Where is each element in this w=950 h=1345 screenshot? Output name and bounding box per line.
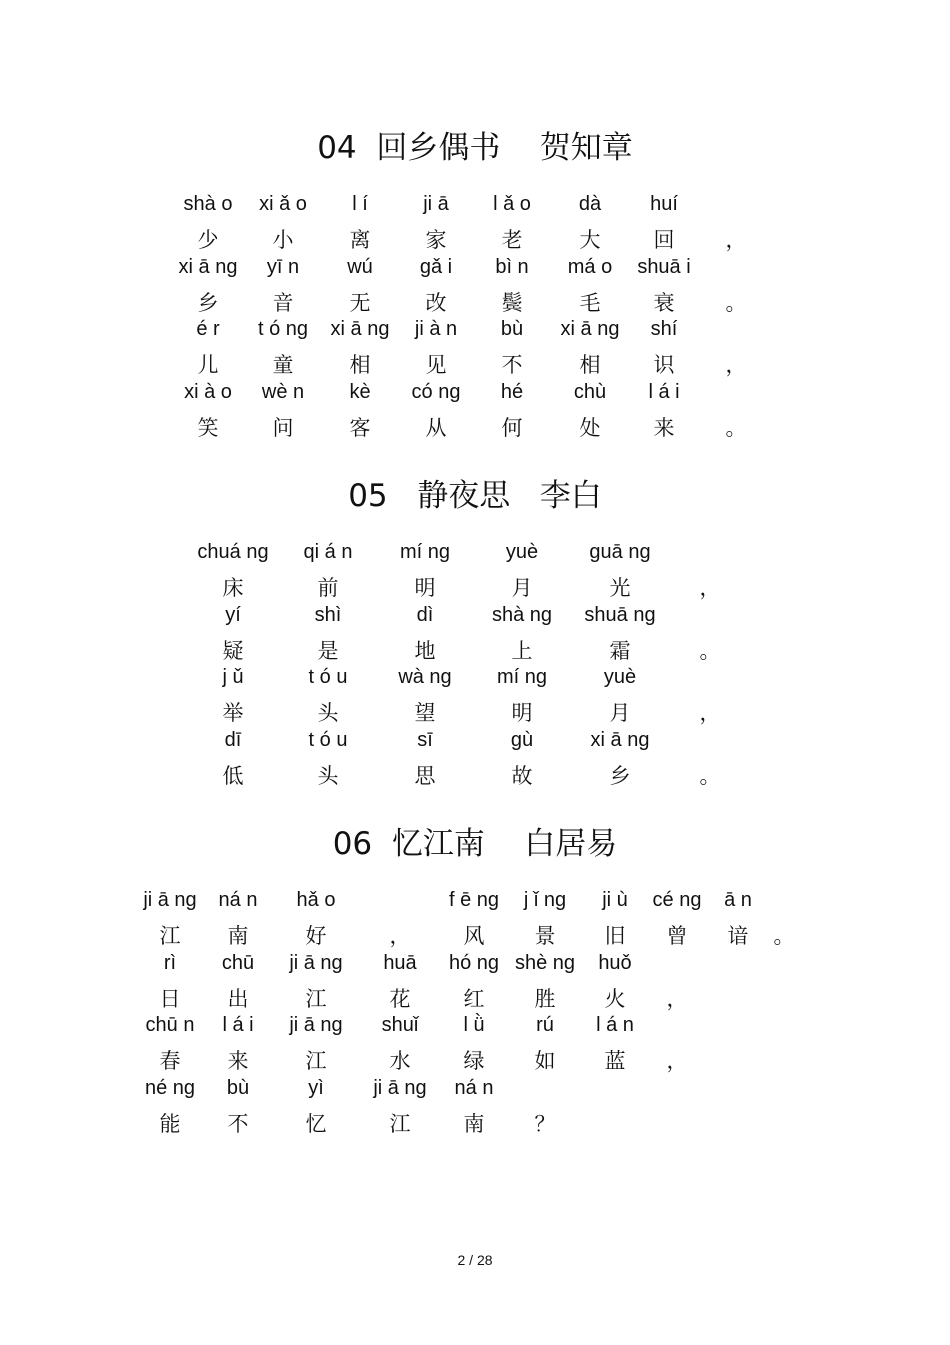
hanzi-char: 江: [305, 986, 327, 1011]
hanzi-line: [0, 349, 950, 379]
hanzi-char: 无: [349, 290, 371, 315]
pinyin-syllable: chuá ng: [197, 541, 269, 563]
pinyin-syllable: é r: [196, 318, 220, 340]
hanzi-char: 儿: [197, 353, 219, 377]
hanzi-char: ，: [725, 228, 747, 252]
hanzi-char: 童: [272, 353, 294, 377]
pinyin-syllable: huā: [383, 951, 417, 974]
hanzi-char: 床: [222, 576, 244, 600]
pinyin-syllable: kè: [349, 380, 371, 403]
hanzi-char: ，: [389, 924, 411, 948]
pinyin-syllable: l á n: [596, 1014, 634, 1036]
pinyin-syllable: ji ā ng: [289, 1014, 343, 1036]
hanzi-char: 春: [159, 1049, 181, 1073]
hanzi-char: 明: [511, 701, 533, 725]
hanzi-char: 。: [699, 638, 721, 663]
hanzi-char: 大: [579, 228, 601, 252]
pinyin-syllable: hé: [500, 380, 524, 403]
hanzi-char: 从: [425, 415, 447, 440]
hanzi-char: ，: [699, 576, 721, 600]
hanzi-line: [0, 1108, 950, 1138]
hanzi-char: 地: [414, 638, 436, 663]
pinyin-syllable: gǎ i: [419, 255, 453, 278]
hanzi-char: ，: [666, 1049, 688, 1073]
hanzi-char: 出: [227, 986, 249, 1011]
hanzi-char: 如: [534, 1049, 556, 1073]
pinyin-syllable: hó ng: [448, 951, 500, 974]
hanzi-char: 疑: [222, 638, 244, 663]
pinyin-syllable: shì: [314, 603, 342, 626]
pinyin-syllable: yuè: [603, 666, 637, 688]
pinyin-syllable: ná n: [454, 1076, 494, 1099]
hanzi-char: 相: [579, 353, 601, 377]
pinyin-syllable: shuǐ: [381, 1014, 419, 1036]
hanzi-line: [0, 983, 950, 1013]
hanzi-char: 能: [159, 1111, 181, 1136]
pinyin-syllable: yí: [225, 603, 241, 626]
hanzi-char: 景: [534, 924, 556, 948]
pinyin-line: [0, 541, 950, 571]
hanzi-char: 问: [272, 415, 294, 440]
pinyin-line: [0, 256, 950, 286]
pinyin-syllable: huí: [650, 193, 678, 215]
pinyin-syllable: wú: [347, 255, 373, 278]
hanzi-char: 月: [609, 701, 631, 725]
pinyin-syllable: j ǐ ng: [523, 889, 567, 911]
hanzi-char: 低: [222, 763, 244, 788]
pinyin-syllable: hǎ o: [296, 889, 336, 911]
hanzi-char: 曾: [666, 924, 688, 948]
pinyin-syllable: chū n: [145, 1014, 195, 1036]
poem-title-p04: 04 回乡偶书 贺知章: [317, 130, 633, 166]
pinyin-syllable: rú: [536, 1014, 554, 1036]
pinyin-syllable: ji ā ng: [289, 951, 343, 974]
hanzi-char: 胜: [534, 986, 556, 1011]
pinyin-syllable: f ē ng: [448, 889, 500, 911]
hanzi-char: 谙: [727, 924, 749, 948]
page-number: 2 / 28: [457, 1252, 493, 1268]
pinyin-syllable: t ó ng: [257, 318, 309, 340]
pinyin-syllable: j ǔ: [222, 666, 244, 688]
hanzi-char: 是: [317, 638, 339, 663]
hanzi-char: 来: [227, 1049, 249, 1073]
pinyin-line: [0, 1014, 950, 1044]
hanzi-char: 明: [414, 576, 436, 600]
hanzi-char: 望: [414, 701, 436, 725]
hanzi-char: 识: [653, 353, 675, 377]
hanzi-char: 。: [725, 415, 747, 440]
hanzi-line: [0, 412, 950, 442]
pinyin-syllable: ná n: [218, 889, 258, 911]
pinyin-syllable: wè n: [261, 380, 305, 403]
pinyin-line: [0, 666, 950, 696]
pinyin-syllable: chù: [573, 380, 607, 403]
pinyin-syllable: huǒ: [598, 951, 632, 974]
pinyin-syllable: xi à o: [184, 380, 232, 403]
poem-title-p05: 05 静夜思 李白: [348, 478, 602, 514]
pinyin-syllable: xi ā ng: [178, 255, 238, 278]
hanzi-char: 相: [349, 353, 371, 377]
pinyin-syllable: t ó u: [308, 666, 348, 688]
hanzi-char: 绿: [463, 1049, 485, 1073]
hanzi-char: 故: [511, 763, 533, 788]
poem-title-p06: 06 忆江南 白居易: [332, 826, 618, 862]
hanzi-line: [0, 697, 950, 727]
pinyin-syllable: l á i: [648, 380, 680, 403]
pinyin-line: [0, 729, 950, 759]
hanzi-char: 客: [349, 415, 371, 440]
hanzi-char: 旧: [604, 924, 626, 948]
pinyin-syllable: wà ng: [398, 666, 452, 688]
pinyin-syllable: shuā ng: [584, 603, 656, 626]
pinyin-syllable: xi ā ng: [590, 728, 650, 751]
pinyin-syllable: yì: [308, 1076, 324, 1099]
pinyin-syllable: má o: [567, 255, 613, 278]
hanzi-char: 思: [414, 763, 436, 788]
hanzi-char: 江: [159, 924, 181, 948]
pinyin-syllable: rì: [163, 951, 177, 974]
hanzi-char: 见: [425, 353, 447, 377]
pinyin-line: [0, 604, 950, 634]
hanzi-char: 鬓: [501, 290, 523, 315]
hanzi-char: 小: [272, 228, 294, 252]
pinyin-line: [0, 381, 950, 411]
pinyin-syllable: t ó u: [308, 728, 348, 751]
pinyin-syllable: l á i: [222, 1014, 254, 1036]
pinyin-syllable: xi ā ng: [330, 318, 390, 340]
hanzi-char: 改: [425, 290, 447, 315]
pinyin-line: [0, 952, 950, 982]
pinyin-syllable: mí ng: [496, 666, 548, 688]
pinyin-syllable: bù: [226, 1076, 250, 1099]
hanzi-char: ？: [534, 1111, 556, 1136]
hanzi-char: 音: [272, 290, 294, 315]
hanzi-char: 何: [501, 415, 523, 440]
hanzi-char: 处: [579, 415, 601, 440]
hanzi-line: [0, 572, 950, 602]
hanzi-char: 回: [653, 228, 675, 252]
hanzi-line: [0, 287, 950, 317]
hanzi-char: 离: [349, 228, 371, 252]
pinyin-syllable: chū: [221, 951, 255, 974]
hanzi-line: [0, 1045, 950, 1075]
pinyin-syllable: mí ng: [399, 541, 451, 563]
hanzi-char: 。: [773, 924, 795, 948]
pinyin-syllable: dì: [416, 603, 434, 626]
hanzi-char: 老: [501, 228, 523, 252]
pinyin-syllable: có ng: [411, 380, 461, 403]
hanzi-char: 红: [463, 986, 485, 1011]
hanzi-char: 好: [305, 924, 327, 948]
pinyin-syllable: ji à n: [414, 318, 458, 340]
pinyin-syllable: l ǎ o: [493, 193, 531, 215]
hanzi-char: 南: [463, 1111, 485, 1136]
hanzi-char: 毛: [579, 290, 601, 315]
hanzi-line: [0, 760, 950, 790]
hanzi-char: 乡: [197, 290, 219, 315]
hanzi-char: 忆: [305, 1111, 327, 1136]
pinyin-line: [0, 1077, 950, 1107]
hanzi-char: 头: [317, 701, 339, 725]
pinyin-line: [0, 318, 950, 348]
pinyin-syllable: qi á n: [303, 541, 353, 563]
pinyin-syllable: ji ā: [423, 193, 449, 215]
pinyin-syllable: bù: [500, 318, 524, 340]
hanzi-char: 光: [609, 576, 631, 600]
hanzi-char: 蓝: [604, 1049, 626, 1073]
hanzi-char: 头: [317, 763, 339, 788]
pinyin-syllable: l í: [352, 193, 368, 215]
hanzi-char: ，: [699, 701, 721, 725]
pinyin-syllable: ji ā ng: [143, 889, 197, 911]
pinyin-syllable: ji ù: [602, 889, 628, 911]
hanzi-char: 不: [227, 1111, 249, 1136]
pinyin-syllable: l ǜ: [463, 1014, 485, 1036]
hanzi-char: 风: [463, 924, 485, 948]
pinyin-syllable: bì n: [495, 255, 529, 278]
hanzi-line: [0, 224, 950, 254]
hanzi-char: 乡: [609, 763, 631, 788]
hanzi-char: 花: [389, 986, 411, 1011]
hanzi-char: 来: [653, 415, 675, 440]
hanzi-char: 衰: [653, 290, 675, 315]
pinyin-syllable: ā n: [724, 889, 752, 911]
pinyin-syllable: xi ǎ o: [259, 193, 307, 215]
pinyin-line: [0, 889, 950, 919]
hanzi-char: 月: [511, 576, 533, 600]
hanzi-char: ，: [666, 986, 688, 1011]
pinyin-syllable: sī: [417, 728, 433, 751]
hanzi-char: 上: [511, 638, 533, 663]
pinyin-syllable: yuè: [505, 541, 539, 563]
hanzi-line: [0, 635, 950, 665]
pinyin-syllable: gù: [510, 728, 534, 751]
hanzi-char: 江: [305, 1049, 327, 1073]
hanzi-char: 前: [317, 576, 339, 600]
pinyin-syllable: shà o: [183, 193, 233, 215]
hanzi-char: 家: [425, 228, 447, 252]
hanzi-char: 日: [159, 986, 181, 1011]
pinyin-syllable: xi ā ng: [560, 318, 620, 340]
hanzi-char: 霜: [609, 638, 631, 663]
pinyin-syllable: guā ng: [589, 541, 651, 563]
hanzi-char: 。: [725, 290, 747, 315]
hanzi-char: ，: [725, 353, 747, 377]
pinyin-syllable: dà: [578, 193, 602, 215]
hanzi-char: 。: [699, 763, 721, 788]
hanzi-char: 举: [222, 701, 244, 725]
pinyin-line: [0, 193, 950, 223]
pinyin-syllable: né ng: [144, 1076, 196, 1099]
pinyin-syllable: yī n: [266, 255, 300, 278]
pinyin-syllable: shí: [650, 318, 678, 340]
pinyin-syllable: cé ng: [652, 889, 702, 911]
pinyin-syllable: dī: [224, 728, 242, 751]
hanzi-line: [0, 920, 950, 950]
pinyin-syllable: shà ng: [491, 603, 553, 626]
pinyin-syllable: shuā i: [637, 255, 691, 278]
pinyin-syllable: shè ng: [514, 951, 576, 974]
hanzi-char: 少: [197, 228, 219, 252]
hanzi-char: 笑: [197, 415, 219, 440]
hanzi-char: 火: [604, 986, 626, 1011]
pinyin-syllable: ji ā ng: [373, 1076, 427, 1099]
hanzi-char: 江: [389, 1111, 411, 1136]
hanzi-char: 不: [501, 353, 523, 377]
hanzi-char: 水: [389, 1049, 411, 1073]
hanzi-char: 南: [227, 924, 249, 948]
